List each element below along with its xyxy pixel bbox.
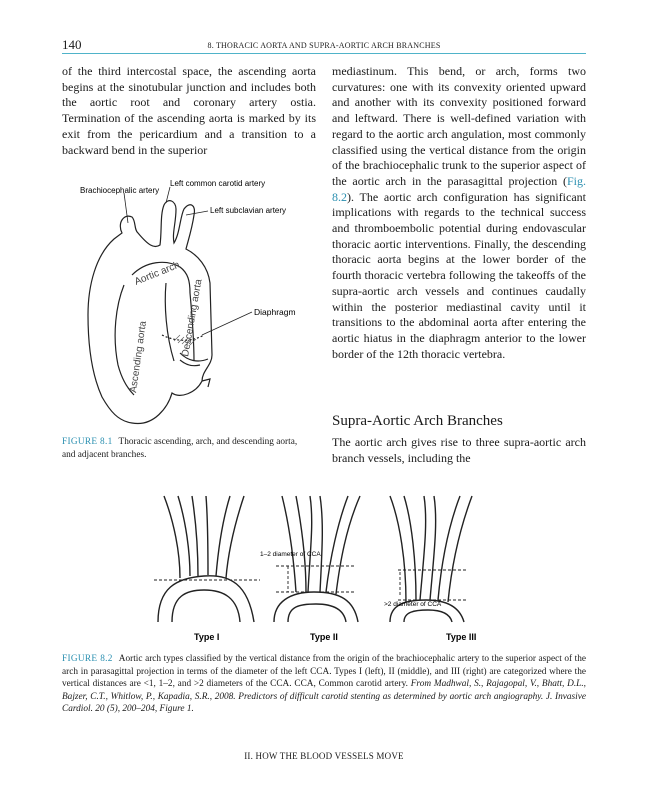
type-2-label: Type II	[310, 632, 338, 642]
figure-8-2-caption	[62, 653, 586, 716]
paragraph-text-a: mediastinum. This bend, or arch, forms two curvatures: one with its convexity oriented upward and another with its convexity positioned forward and leftward. There is well-defined variation with regard to the aortic arch angulation, most commonly classified using the vertical distance from the origin of the brachiocephalic trunk to the superior aspect of the aortic arch in the parasagittal projection (	[332, 64, 586, 188]
figure-8-2-link[interactable]: Fig. 8.2	[332, 173, 586, 204]
type-3-annotation: >2 diameter of CCA	[384, 601, 442, 608]
aortic-arch-label: Aortic arch	[133, 259, 182, 288]
figure-8-1-label: FIGURE 8.1	[62, 437, 113, 447]
figure-8-1-caption	[62, 436, 312, 461]
figure-8-2-caption-text: Aortic arch types classified by the vertical distance from the origin of the brachiocephalic artery to the superior aspect of the arch in parasagittal projection in terms of the diameter of the left CCA. Types I (left), II (middle), and III (right) are categorized where the vertical distances are <1, 1–2, and >2 diameters of the CCA. CCA, Common carotid artery.	[62, 654, 586, 689]
type-2-annotation: 1–2 diameter of CCA	[260, 551, 321, 558]
section-title: Supra-Aortic Arch Branches	[332, 413, 503, 429]
figure-8-2-source: From Madhwal, S., Rajagopal, V., Bhatt, D.L., Bajzer, C.T., Whitlow, P., Kapadia, S.R., 2008. Predictors of difficult carotid stenting as determined by aortic arch angiography. J. Invasive Cardiol. 20 (5), 200–204, Figure 1.	[62, 679, 587, 714]
figure-8-2-label: FIGURE 8.2	[62, 654, 113, 664]
type-1-label: Type I	[194, 632, 220, 642]
page-number: 140	[62, 37, 82, 52]
diaphragm-label: Diaphragm	[254, 307, 296, 317]
figure-8-1-illustration	[62, 175, 322, 430]
section-paragraph: The aortic arch gives rise to three supra-aortic arch branch vessels, including the	[332, 435, 586, 465]
figure-8-2-illustration	[150, 492, 500, 647]
type-1-arch	[158, 496, 254, 622]
brachiocephalic-label: Brachiocephalic artery	[80, 186, 160, 195]
left-common-carotid-label: Left common carotid artery	[170, 179, 266, 188]
figure-8-1-caption-text: Thoracic ascending, arch, and descending aorta, and adjacent branches.	[62, 437, 298, 460]
descending-aorta-label: Descending aorta	[180, 278, 205, 358]
right-column-paragraph	[332, 64, 586, 362]
paragraph-text-b: ). The aortic arch configuration has significant implications with regards to the technical success and thromboembolic potential during endovascular thoracic aortic interventions. Finally, the descending thoracic aorta begins at the lower border of the fourth thoracic vertebra following the takeoffs of the supra-aortic arch vessels and continues caudally within the posterior mediastinal cavity until it transitions to the abdominal aorta after entering the aortic hiatus in the diaphragm anterior to the lower border of the 12th thoracic vertebra.	[332, 189, 586, 361]
type-2-arch	[274, 496, 360, 622]
type-3-label: Type III	[446, 632, 477, 642]
running-footer: II. HOW THE BLOOD VESSELS MOVE	[244, 751, 404, 761]
left-column-paragraph: of the third intercostal space, the ascending aorta begins at the sinotubular junction and includes both the aortic root and coronary artery ostia. Termination of the ascending aorta is marked by its exit from the pericardium and a transition to a backward bend in the superior	[62, 64, 316, 157]
left-subclavian-label: Left subclavian artery	[210, 206, 287, 215]
ascending-aorta-label: Ascending aorta	[128, 320, 150, 394]
running-head: 8. THORACIC AORTA AND SUPRA-AORTIC ARCH BRANCHES	[207, 41, 441, 50]
header-rule	[62, 53, 586, 54]
